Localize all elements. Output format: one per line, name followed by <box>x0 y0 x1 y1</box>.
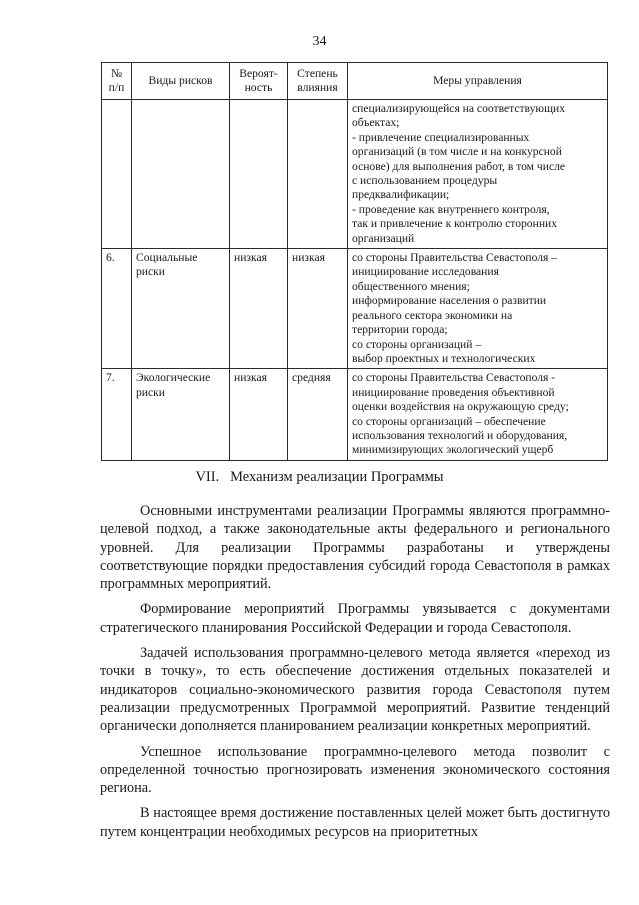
paragraph: Задачей использования программно-целевого метода является «переход из точки в точку», то есть обеспечение достижения отдельных показателей и индикаторов социально-экономического развития города Севастополя путем реализации предусмотренных Программой мероприятий. Развитие тенденций органически дополняется планированием реализации конкретных мероприятий. <box>100 645 610 735</box>
header-number: № п/п <box>102 63 132 100</box>
cell-probability <box>230 100 288 249</box>
table-row <box>102 369 608 460</box>
cell-impact: средняя <box>288 369 348 460</box>
cell-number: 6. <box>102 249 132 369</box>
cell-number <box>102 100 132 249</box>
paragraph: В настоящее время достижение поставленных целей может быть достигнуто путем концентрации необходимых ресурсов на приоритетных <box>100 805 610 840</box>
cell-measures: со стороны Правительства Севастополя - инициирование проведения объективной оценки воздействия на окружающую среду; со стороны организаций – обеспечение использования технологий и оборудования, минимизирующих экологический ущерб <box>348 369 608 460</box>
header-risk-type: Виды рисков <box>132 63 230 100</box>
table-row <box>102 100 608 249</box>
risk-management-table <box>101 62 608 461</box>
cell-risk-type: Социальные риски <box>132 249 230 369</box>
cell-probability: низкая <box>230 249 288 369</box>
header-probability: Вероят- ность <box>230 63 288 100</box>
cell-measures: со стороны Правительства Севастополя – инициирование исследования общественного мнения; информирование населения о развитии реального сектора экономики на территории города; со стороны организаций – выбор проектных и технологических <box>348 249 608 369</box>
page-number: 34 <box>312 34 327 49</box>
paragraph: Формирование мероприятий Программы увязывается с документами стратегического планирования Российской Федерации и города Севастополя. <box>100 601 610 636</box>
table-header-row <box>102 63 608 100</box>
cell-risk-type: Экологические риски <box>132 369 230 460</box>
body-text <box>100 502 610 848</box>
cell-impact <box>288 100 348 249</box>
cell-number: 7. <box>102 369 132 460</box>
header-measures: Меры управления <box>348 63 608 100</box>
section-heading: VII. Механизм реализации Программы <box>195 469 444 485</box>
cell-measures: специализирующейся на соответствующих объектах; - привлечение специализированных организаций (в том числе и на конкурсной основе) для выполнения работ, в том числе с использованием процедуры предквалификации; - проведение как внутреннего контроля, так и привлечение к контролю сторонних организаций <box>348 100 608 249</box>
paragraph: Успешное использование программно-целевого метода позволит с определенной точностью прогнозировать изменения экономического состояния региона. <box>100 743 610 797</box>
cell-risk-type <box>132 100 230 249</box>
header-impact: Степень влияния <box>288 63 348 100</box>
table-row <box>102 249 608 369</box>
paragraph: Основными инструментами реализации Программы являются программно-целевой подход, а также законодательные акты федерального и регионального уровней. Для реализации Программы разработаны и утверждены соответствующие порядки предоставления субсидий города Севастополя в рамках программных мероприятий. <box>100 503 610 593</box>
cell-probability: низкая <box>230 369 288 460</box>
cell-impact: низкая <box>288 249 348 369</box>
